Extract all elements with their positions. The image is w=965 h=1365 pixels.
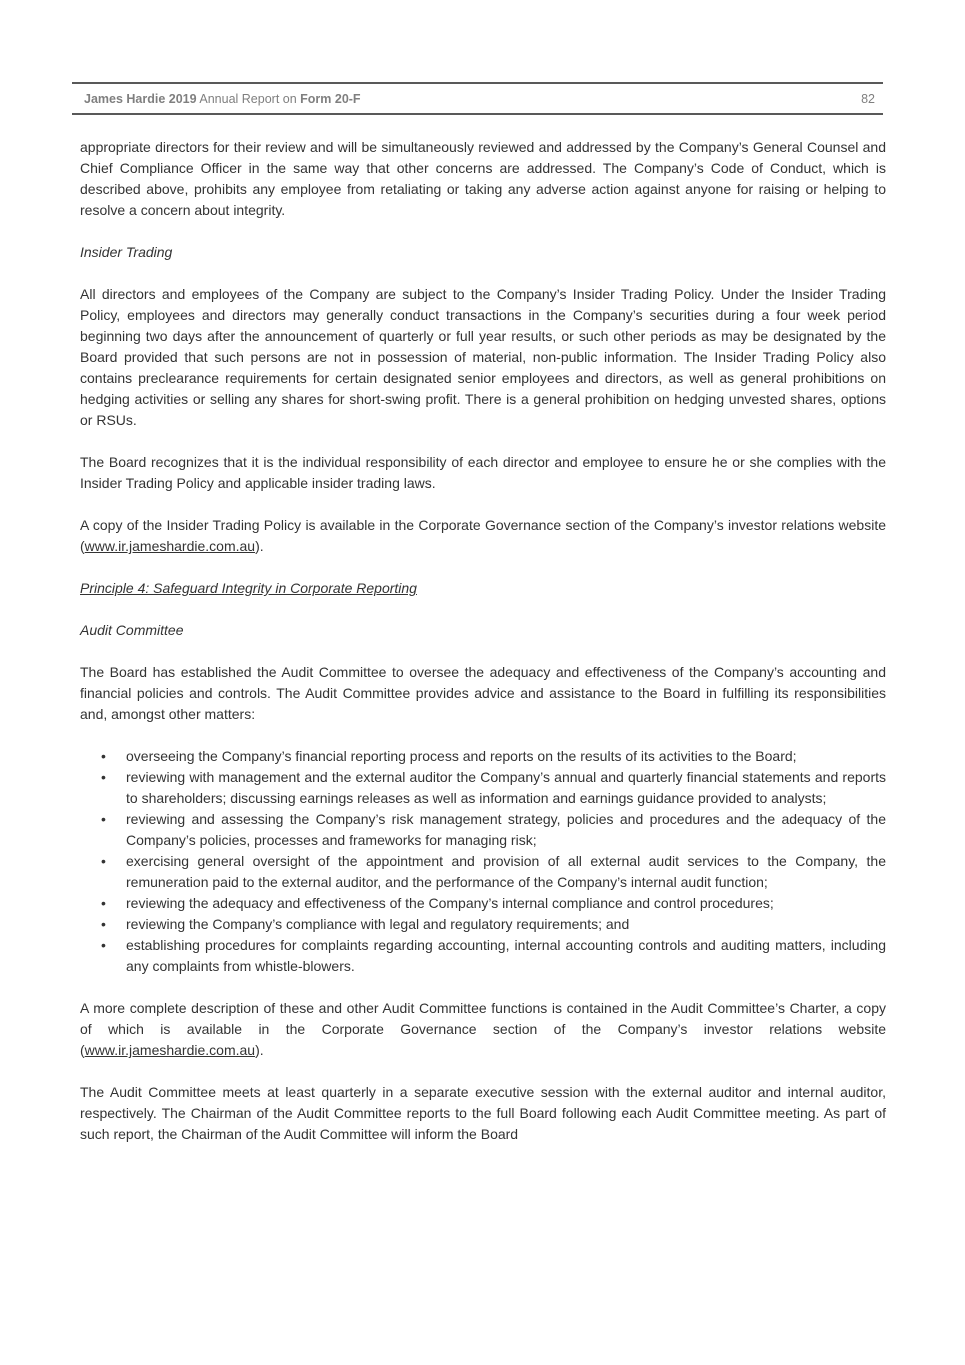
bullet-icon: • [101, 937, 106, 953]
list-item-text: reviewing with management and the external auditor the Company’s annual and quarterly financial statements and reports to shareholders; discussing earnings releases as well as information and earnings guidance provided to analysts; [126, 769, 886, 806]
list-item [80, 767, 886, 809]
report-title-middle: Annual Report on [196, 91, 301, 106]
paragraph-board-established: The Board has established the Audit Committee to oversee the adequacy and effectiveness of the Company’s accounting and financial policies and controls. The Audit Committee provides advice and assistance to the Board in fulfilling its responsibilities and, amongst other matters: [80, 664, 886, 722]
paragraph-copy-policy [80, 515, 886, 557]
list-item-text: reviewing the Company’s compliance with legal and regulatory requirements; and [126, 916, 630, 932]
paragraph-more-complete-text: A more complete description of these and other Audit Committee functions is contained in the Audit Committee’s Charter, a copy of which is available in the Corporate Governance section of the Company’s investor relations website ( [80, 1000, 886, 1058]
page-header [72, 82, 883, 115]
paragraph-more-complete [80, 998, 886, 1061]
heading-insider-trading: Insider Trading [80, 244, 173, 260]
paragraph-more-complete-close: ). [255, 1042, 264, 1058]
report-title-company: James Hardie 2019 [84, 91, 197, 106]
report-title [72, 92, 361, 106]
report-title-form: Form 20-F [300, 91, 361, 106]
list-item [80, 809, 886, 851]
investor-relations-link[interactable]: www.ir.jameshardie.com.au [84, 538, 256, 554]
list-item [80, 746, 886, 767]
bullet-icon: • [101, 769, 106, 785]
audit-committee-duties-list [80, 746, 886, 977]
list-item-text: establishing procedures for complaints regarding accounting, internal accounting controls and auditing matters, including any complaints from whistle-blowers. [126, 937, 886, 974]
bullet-icon: • [101, 895, 106, 911]
paragraph-meets-quarterly: The Audit Committee meets at least quarterly in a separate executive session with the external auditor and internal auditor, respectively. The Chairman of the Audit Committee reports to the full Board following each Audit Committee meeting. As part of such report, the Chairman of the Audit Committee will inform the Board [80, 1084, 886, 1142]
paragraph-copy-policy-text: A copy of the Insider Trading Policy is available in the Corporate Governance section of the Company’s investor relations website ( [80, 517, 886, 554]
list-item [80, 935, 886, 977]
list-item-text: overseeing the Company’s financial reporting process and reports on the results of its activities to the Board; [126, 748, 797, 764]
page-number: 82 [861, 91, 875, 106]
list-item-text: reviewing the adequacy and effectiveness of the Company’s internal compliance and control procedures; [126, 895, 774, 911]
list-item [80, 914, 886, 935]
investor-relations-link[interactable]: www.ir.jameshardie.com.au [84, 1042, 256, 1058]
bullet-icon: • [101, 811, 106, 827]
paragraph-insider-policy: All directors and employees of the Company are subject to the Company’s Insider Trading Policy. Under the Insider Trading Policy, employees and directors may generally conduct transactions in the Company’s securities during a four week period beginning two days after the announcement of quarterly or full year results, or such other periods as may be designated by the Board provided that such persons are not in possession of material, non-public information. The Insider Trading Policy also contains preclearance requirements for certain designated senior employees and directors, as well as general prohibitions on hedging activities or selling any shares for short-swing profit. There is a general prohibition on hedging unvested shares, options or RSUs. [80, 286, 886, 428]
bullet-icon: • [101, 916, 106, 932]
heading-principle-4: Principle 4: Safeguard Integrity in Corporate Reporting [80, 580, 417, 596]
list-item [80, 851, 886, 893]
bullet-icon: • [101, 853, 106, 869]
list-item-text: exercising general oversight of the appointment and provision of all external audit services to the Company, the remuneration paid to the external auditor, and the performance of the Company’s internal audit function; [126, 853, 886, 890]
bullet-icon: • [101, 748, 106, 764]
paragraph-board-recognizes: The Board recognizes that it is the individual responsibility of each director and employee to ensure he or she complies with the Insider Trading Policy and applicable insider trading laws. [80, 454, 886, 491]
list-item-text: reviewing and assessing the Company’s risk management strategy, policies and procedures and the adequacy of the Company’s policies, processes and frameworks for managing risk; [126, 811, 886, 848]
heading-audit-committee: Audit Committee [80, 622, 184, 638]
paragraph-continuation-intro: appropriate directors for their review and will be simultaneously reviewed and addressed by the Company’s General Counsel and Chief Compliance Officer in the same way that other concerns are addressed. The Company’s Code of Conduct, which is described above, prohibits any employee from retaliating or taking any adverse action against anyone for raising or helping to resolve a concern about integrity. [80, 139, 886, 218]
document-body [80, 137, 886, 1166]
paragraph-copy-policy-close: ). [255, 538, 264, 554]
list-item [80, 893, 886, 914]
